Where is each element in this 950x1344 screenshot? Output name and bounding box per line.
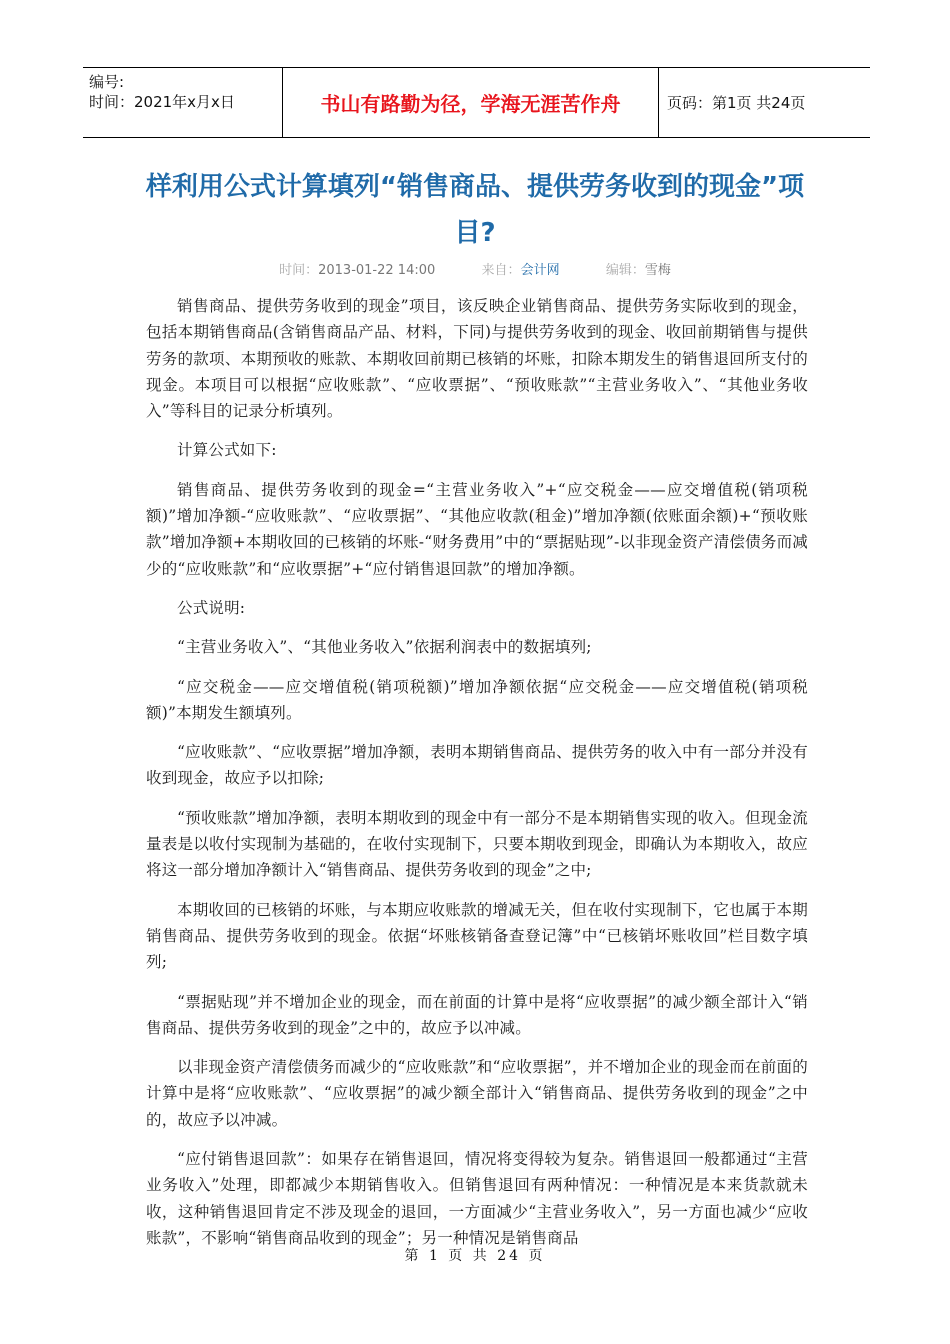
article-title: 样利用公式计算填列“销售商品、提供劳务收到的现金”项目? [145,172,805,248]
paragraph: “预收账款”增加净额，表明本期收到的现金中有一部分不是本期销售实现的收入。但现金流量表是以收付实现制为基础的，在收付实现制下，只要本期收到现金，即确认为本期收入，故应将这一部分增加净额计入“销售商品、提供劳务收到的现金”之中; [146,808,808,880]
paragraph: 计算公式如下: [177,441,277,460]
meta-source-label: 来自： [481,263,521,278]
motto-text: 书山有路勤为径，学海无涯苦作舟 [320,92,621,116]
meta-editor-value: 雪梅 [644,263,671,278]
document-time-label: 时间：2021年x月x日 [89,93,235,111]
header-page-cell [659,68,870,137]
paragraph: “应收账款”、“应收票据”增加净额，表明本期销售商品、提供劳务的收入中有一部分并没有收到现金，故应予以扣除; [146,743,808,788]
page-footer: 第 1 页 共 24 页 [404,1248,546,1264]
page-info: 页码：第1页 共24页 [667,94,806,112]
header-motto-cell [282,68,659,137]
paragraph: 销售商品、提供劳务收到的现金=“主营业务收入”+“应交税金——应交增值税(销项税额)”增加净额-“应收账款”、“应收票据”、“其他应收款(租金)”增加净额(依账面余额)+“预收账款”增加净额+本期收回的已核销的坏账-“财务费用”中的“票据贴现”-以非现金资产清偿债务而减少的“应收账款”和“应收票据”+“应付销售退回款”的增加净额。 [146,480,808,578]
paragraph: 公式说明: [177,598,246,617]
article-body [146,293,808,1264]
header-left-cell [83,68,282,137]
meta-time-label: 时间： [279,263,319,278]
document-number-label: 编号: [89,73,125,91]
meta-source-link[interactable]: 会计网 [520,263,560,278]
paragraph: “主营业务收入”、“其他业务收入”依据利润表中的数据填列; [177,638,592,657]
paragraph: 以非现金资产清偿债务而减少的“应收账款”和“应收票据”，并不增加企业的现金而在前面的计算中是将“应收账款”、“应收票据”的减少额全部计入“销售商品、提供劳务收到的现金”之中的，故应予以冲减。 [146,1058,808,1129]
header-table [83,67,870,138]
paragraph: “票据贴现”并不增加企业的现金，而在前面的计算中是将“应收票据”的减少额全部计入“销售商品、提供劳务收到的现金”之中的，故应予以冲减。 [146,992,808,1037]
article-meta [0,259,950,278]
meta-editor-label: 编辑： [605,263,645,278]
paragraph: 销售商品、提供劳务收到的现金”项目，该反映企业销售商品、提供劳务实际收到的现金，包括本期销售商品(含销售商品产品、材料，下同)与提供劳务收到的现金、收回前期销售与提供劳务的款项、本期预收的账款、本期收回前期已核销的坏账，扣除本期发生的销售退回所支付的现金。本项目可以根据“应收账款”、“应收票据”、“预收账款”“主营业务收入”、“其他业务收入”等科目的记录分析填列。 [146,297,808,421]
paragraph: 本期收回的已核销的坏账，与本期应收账款的增减无关，但在收付实现制下，它也属于本期销售商品、提供劳务收到的现金。依据“坏账核销备查登记簿”中“已核销坏账收回”栏目数字填列; [146,900,808,972]
paragraph: “应交税金——应交增值税(销项税额)”增加净额依据“应交税金——应交增值税(销项税额)”本期发生额填列。 [146,677,808,722]
meta-time-value: 2013-01-22 14:00 [318,263,436,278]
paragraph: “应付销售退回款”：如果存在销售退回，情况将变得较为复杂。销售退回一般都通过“主营业务收入”处理，即都减少本期销售收入。但销售退回有两种情况：一种情况是本来货款就未收，这种销售退回肯定不涉及现金的退回，一方面减少“主营业务收入”，另一方面也减少“应收账款”，不影响“销售商品收到的现金”；另一种情况是销售商品 [146,1150,808,1247]
